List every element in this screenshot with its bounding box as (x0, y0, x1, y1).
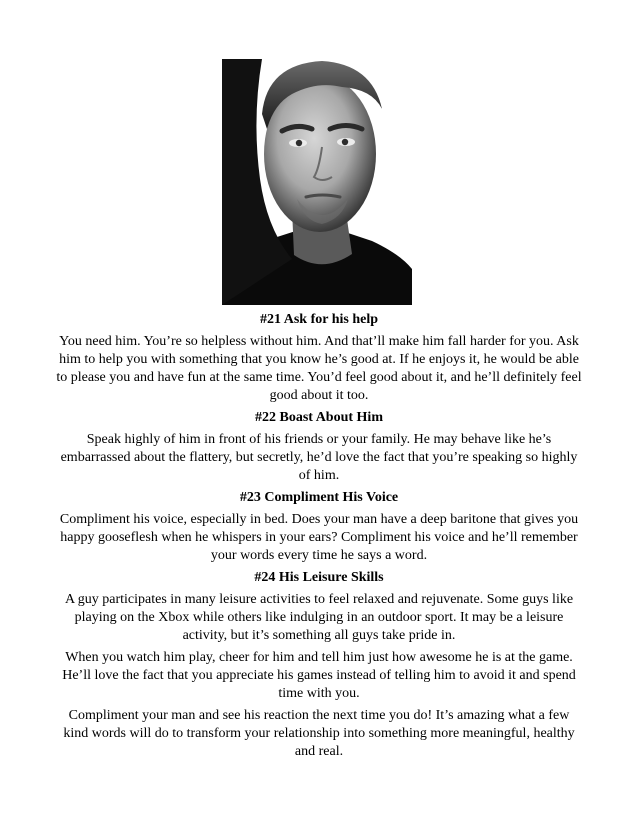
section-paragraph: Speak highly of him in front of his friends or your family. He may behave like he’s embarrassed about the flattery, but secretly, he’d love the fact that you’re speaking so highly of him. (60, 432, 578, 483)
section-22 (56, 409, 582, 485)
section-paragraph: Compliment his voice, especially in bed. Does your man have a deep baritone that gives you happy gooseflesh when he whispers in your ears? Compliment his voice and he’ll remember your words every time he says a word. (59, 512, 579, 563)
section-heading: #22 Boast About Him (255, 410, 383, 425)
section-heading: #23 Compliment His Voice (239, 490, 399, 505)
section-23 (56, 489, 582, 565)
section-paragraph: You need him. You’re so helpless without him. And that’ll make him fall harder for you. Ask him to help you with something that you know he’s good at. If he enjoys it, he would be able to please you and have fun at the same time. You’d feel good about it, and he’ll definitely feel good about it too. (56, 334, 582, 403)
section-heading: #21 Ask for his help (260, 312, 378, 327)
article-body (56, 311, 582, 765)
portrait-photo (222, 59, 412, 305)
portrait-photo-icon (222, 59, 412, 305)
section-paragraph: When you watch him play, cheer for him and tell him just how awesome he is at the game. He’ll love the fact that you appreciate his games instead of telling him to avoid it and spend time with you. (62, 650, 576, 701)
section-paragraph: A guy participates in many leisure activities to feel relaxed and rejuvenate. Some guys like playing on the Xbox while others like indulging in an outdoor sport. It may be a leisure activity, but it’s something all guys take pride in. (64, 592, 574, 643)
section-paragraph: Compliment your man and see his reaction the next time you do! It’s amazing what a few kind words will do to transform your relationship into something more meaningful, healthy and real. (63, 708, 575, 759)
section-24 (56, 569, 582, 761)
section-heading: #24 His Leisure Skills (254, 570, 384, 585)
section-21 (56, 311, 582, 405)
